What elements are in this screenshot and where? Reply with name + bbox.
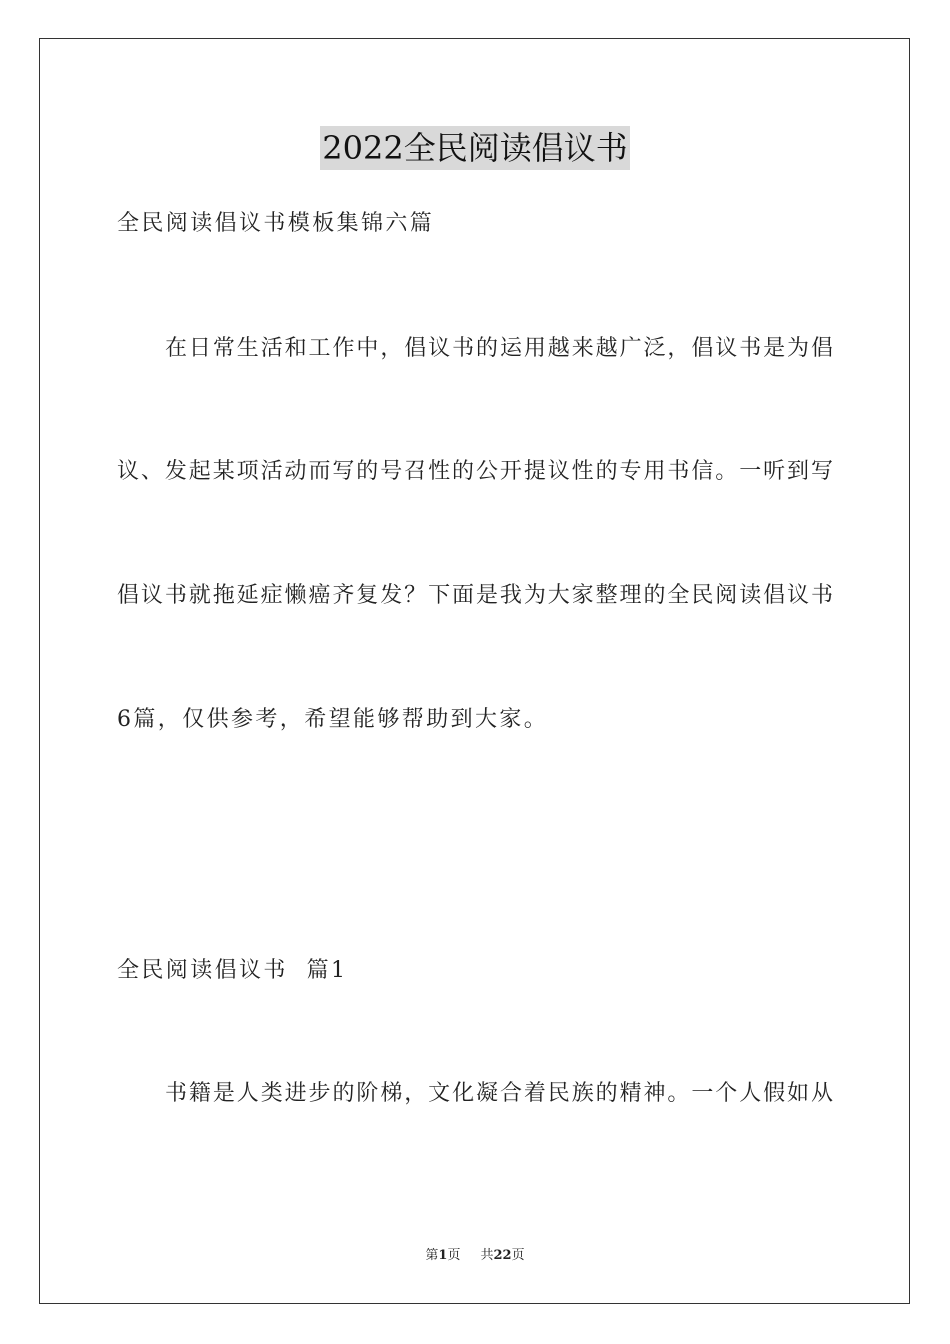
- document-title: 2022全民阅读倡议书: [320, 126, 629, 170]
- paragraph-line: 书籍是人类进步的阶梯，文化凝合着民族的精神。一个人假如从: [165, 1081, 833, 1106]
- title-container: [0, 126, 950, 170]
- footer-page-suffix: 页: [447, 1248, 461, 1263]
- paragraph-line: 倡议书就拖延症懒癌齐复发？下面是我为大家整理的全民阅读倡议书: [117, 583, 833, 608]
- footer-prefix: 第: [425, 1248, 439, 1263]
- document-subtitle: 全民阅读倡议书模板集锦六篇: [117, 211, 435, 236]
- section-heading: 全民阅读倡议书 篇1: [117, 958, 348, 983]
- footer-total-pages: 22: [493, 1248, 512, 1263]
- footer-total-prefix: 共: [480, 1248, 494, 1263]
- footer-page-number: 1: [438, 1248, 448, 1263]
- page-footer: [0, 1247, 950, 1265]
- paragraph-line: 在日常生活和工作中，倡议书的运用越来越广泛，倡议书是为倡: [165, 336, 833, 361]
- paragraph-line: 议、发起某项活动而写的号召性的公开提议性的专用书信。一听到写: [117, 459, 833, 484]
- footer-total-suffix: 页: [511, 1248, 525, 1263]
- paragraph-line: 6篇，仅供参考，希望能够帮助到大家。: [117, 707, 549, 732]
